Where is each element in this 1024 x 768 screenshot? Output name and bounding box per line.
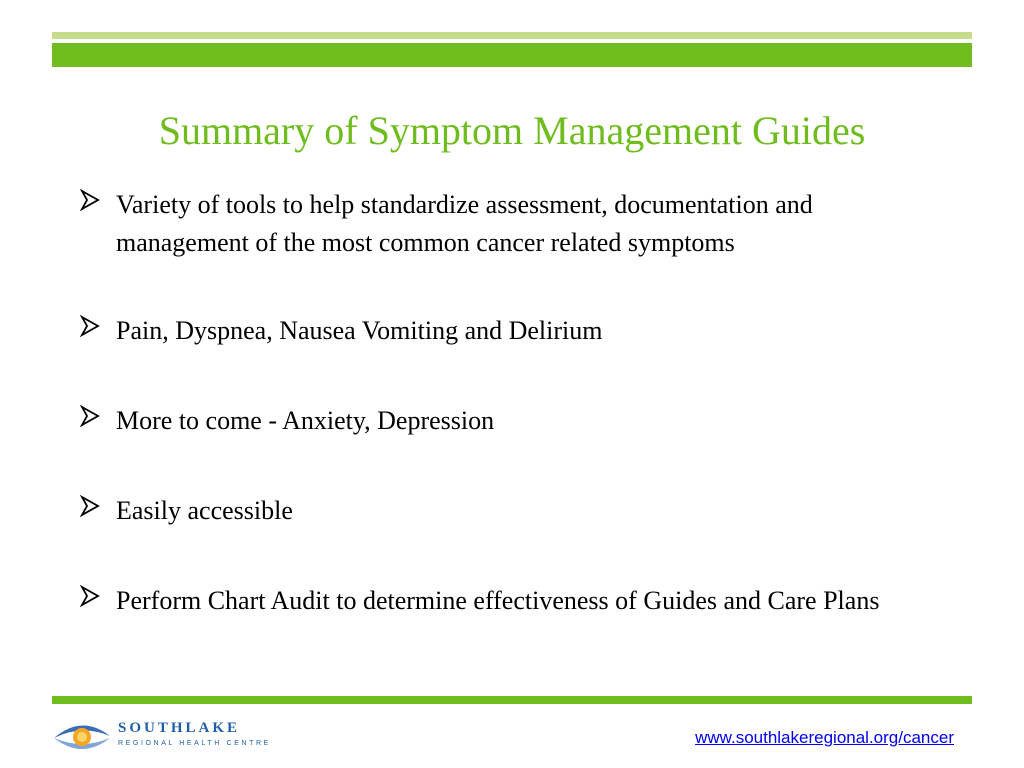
bullet-text: Easily accessible	[116, 496, 293, 525]
arrow-bullet-icon	[80, 585, 100, 607]
southlake-logo	[52, 716, 271, 758]
arrow-bullet-icon	[80, 495, 100, 517]
top-accent-bar-light	[52, 32, 972, 39]
top-accent-bar	[52, 43, 972, 67]
bullet-text: Perform Chart Audit to determine effectiveness of Guides and Care Plans	[116, 586, 880, 615]
logo-subtitle: REGIONAL HEALTH CENTRE	[118, 740, 271, 747]
southlake-logo-icon	[52, 716, 112, 758]
bullet-text: Pain, Dyspnea, Nausea Vomiting and Delirium	[116, 316, 603, 345]
arrow-bullet-icon	[80, 405, 100, 427]
bullet-text: Variety of tools to help standardize assessment, documentation and management of the most common cancer related symptoms	[116, 190, 813, 257]
arrow-bullet-icon	[80, 315, 100, 337]
arrow-bullet-icon	[80, 189, 100, 211]
bottom-accent-bar	[52, 696, 972, 704]
footer-url-link[interactable]: www.southlakeregional.org/cancer	[695, 728, 954, 747]
slide-title: Summary of Symptom Management Guides	[158, 108, 866, 153]
logo-name: SOUTHLAKE	[118, 720, 241, 736]
bullet-text: More to come - Anxiety, Depression	[116, 406, 495, 435]
